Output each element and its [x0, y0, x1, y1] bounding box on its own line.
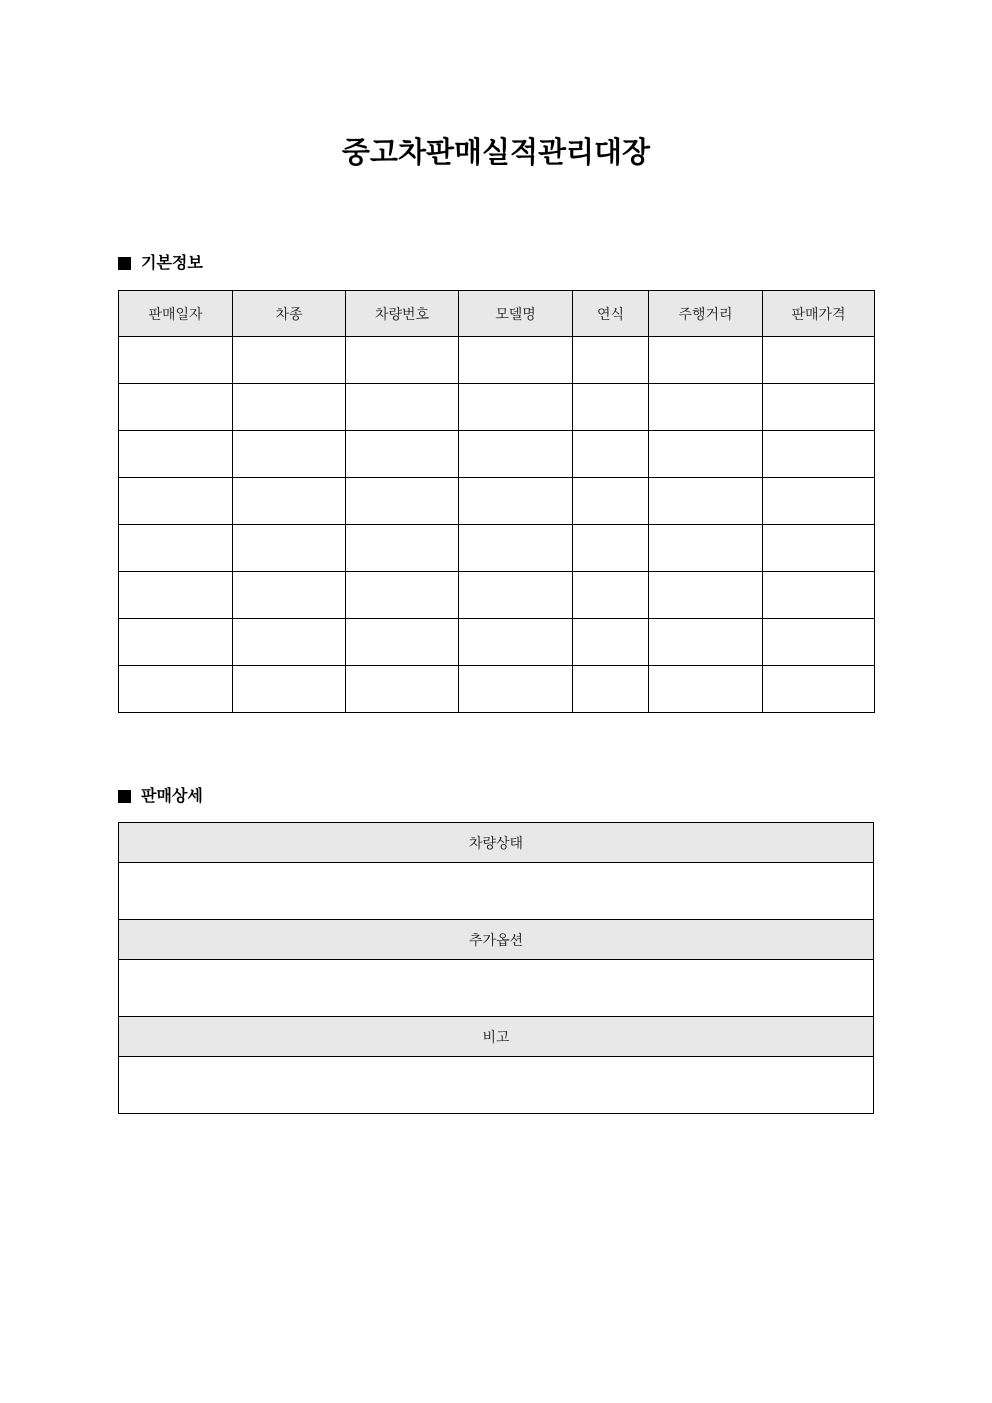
filled-square-marker-icon [118, 790, 131, 803]
cell-model-year[interactable] [573, 431, 649, 478]
section-heading-label: 기본정보 [141, 253, 203, 272]
cell-plate-number[interactable] [346, 619, 459, 666]
table-row [119, 666, 875, 713]
detail-value-vehicle-condition[interactable] [119, 863, 874, 920]
cell-sale-price[interactable] [763, 619, 875, 666]
table-row [119, 525, 875, 572]
cell-vehicle-type[interactable] [233, 525, 346, 572]
column-header-sale-date: 판매일자 [119, 291, 233, 337]
cell-vehicle-type[interactable] [233, 478, 346, 525]
detail-label-vehicle-condition: 차량상태 [119, 823, 874, 863]
cell-model-name[interactable] [459, 572, 573, 619]
cell-plate-number[interactable] [346, 572, 459, 619]
cell-mileage[interactable] [649, 572, 763, 619]
cell-sale-date[interactable] [119, 572, 233, 619]
detail-value-row [119, 1057, 874, 1114]
cell-model-year[interactable] [573, 384, 649, 431]
cell-mileage[interactable] [649, 478, 763, 525]
column-header-plate-number: 차량번호 [346, 291, 459, 337]
cell-sale-price[interactable] [763, 337, 875, 384]
cell-vehicle-type[interactable] [233, 619, 346, 666]
cell-sale-price[interactable] [763, 431, 875, 478]
filled-square-marker-icon [118, 257, 131, 270]
detail-value-additional-options[interactable] [119, 960, 874, 1017]
cell-model-year[interactable] [573, 666, 649, 713]
cell-plate-number[interactable] [346, 431, 459, 478]
cell-model-name[interactable] [459, 478, 573, 525]
cell-model-name[interactable] [459, 666, 573, 713]
cell-vehicle-type[interactable] [233, 572, 346, 619]
table-row [119, 337, 875, 384]
cell-plate-number[interactable] [346, 525, 459, 572]
cell-model-year[interactable] [573, 337, 649, 384]
column-header-model-year: 연식 [573, 291, 649, 337]
column-header-mileage: 주행거리 [649, 291, 763, 337]
column-header-vehicle-type: 차종 [233, 291, 346, 337]
detail-value-remarks[interactable] [119, 1057, 874, 1114]
cell-model-name[interactable] [459, 619, 573, 666]
cell-plate-number[interactable] [346, 478, 459, 525]
section-heading-sales-detail [118, 786, 203, 806]
cell-mileage[interactable] [649, 525, 763, 572]
cell-model-year[interactable] [573, 619, 649, 666]
detail-value-row [119, 863, 874, 920]
cell-model-name[interactable] [459, 431, 573, 478]
detail-label-additional-options: 추가옵션 [119, 920, 874, 960]
cell-sale-price[interactable] [763, 478, 875, 525]
cell-sale-price[interactable] [763, 525, 875, 572]
section-heading-label: 판매상세 [141, 786, 203, 805]
cell-sale-date[interactable] [119, 525, 233, 572]
table-row [119, 572, 875, 619]
cell-mileage[interactable] [649, 431, 763, 478]
cell-sale-price[interactable] [763, 666, 875, 713]
table-row [119, 431, 875, 478]
cell-vehicle-type[interactable] [233, 384, 346, 431]
detail-label-remarks: 비고 [119, 1017, 874, 1057]
table-row [119, 384, 875, 431]
cell-sale-date[interactable] [119, 384, 233, 431]
cell-mileage[interactable] [649, 619, 763, 666]
table-row [119, 478, 875, 525]
cell-model-year[interactable] [573, 478, 649, 525]
cell-sale-date[interactable] [119, 337, 233, 384]
cell-model-name[interactable] [459, 384, 573, 431]
column-header-model-name: 모델명 [459, 291, 573, 337]
column-header-sale-price: 판매가격 [763, 291, 875, 337]
detail-label-row [119, 920, 874, 960]
section-heading-basic-info [118, 253, 203, 273]
cell-model-year[interactable] [573, 572, 649, 619]
cell-sale-date[interactable] [119, 431, 233, 478]
cell-vehicle-type[interactable] [233, 337, 346, 384]
detail-label-row [119, 823, 874, 863]
cell-mileage[interactable] [649, 384, 763, 431]
cell-vehicle-type[interactable] [233, 666, 346, 713]
cell-sale-date[interactable] [119, 666, 233, 713]
cell-sale-price[interactable] [763, 572, 875, 619]
cell-mileage[interactable] [649, 337, 763, 384]
table-header-row [119, 291, 875, 337]
cell-sale-date[interactable] [119, 478, 233, 525]
sales-detail-table [118, 822, 874, 1114]
page-title: 중고차판매실적관리대장 [341, 135, 651, 169]
cell-plate-number[interactable] [346, 666, 459, 713]
cell-model-year[interactable] [573, 525, 649, 572]
cell-sale-price[interactable] [763, 384, 875, 431]
cell-sale-date[interactable] [119, 619, 233, 666]
cell-mileage[interactable] [649, 666, 763, 713]
cell-vehicle-type[interactable] [233, 431, 346, 478]
table-row [119, 619, 875, 666]
detail-value-row [119, 960, 874, 1017]
cell-plate-number[interactable] [346, 337, 459, 384]
detail-label-row [119, 1017, 874, 1057]
basic-info-table [118, 290, 875, 713]
cell-model-name[interactable] [459, 525, 573, 572]
cell-model-name[interactable] [459, 337, 573, 384]
cell-plate-number[interactable] [346, 384, 459, 431]
